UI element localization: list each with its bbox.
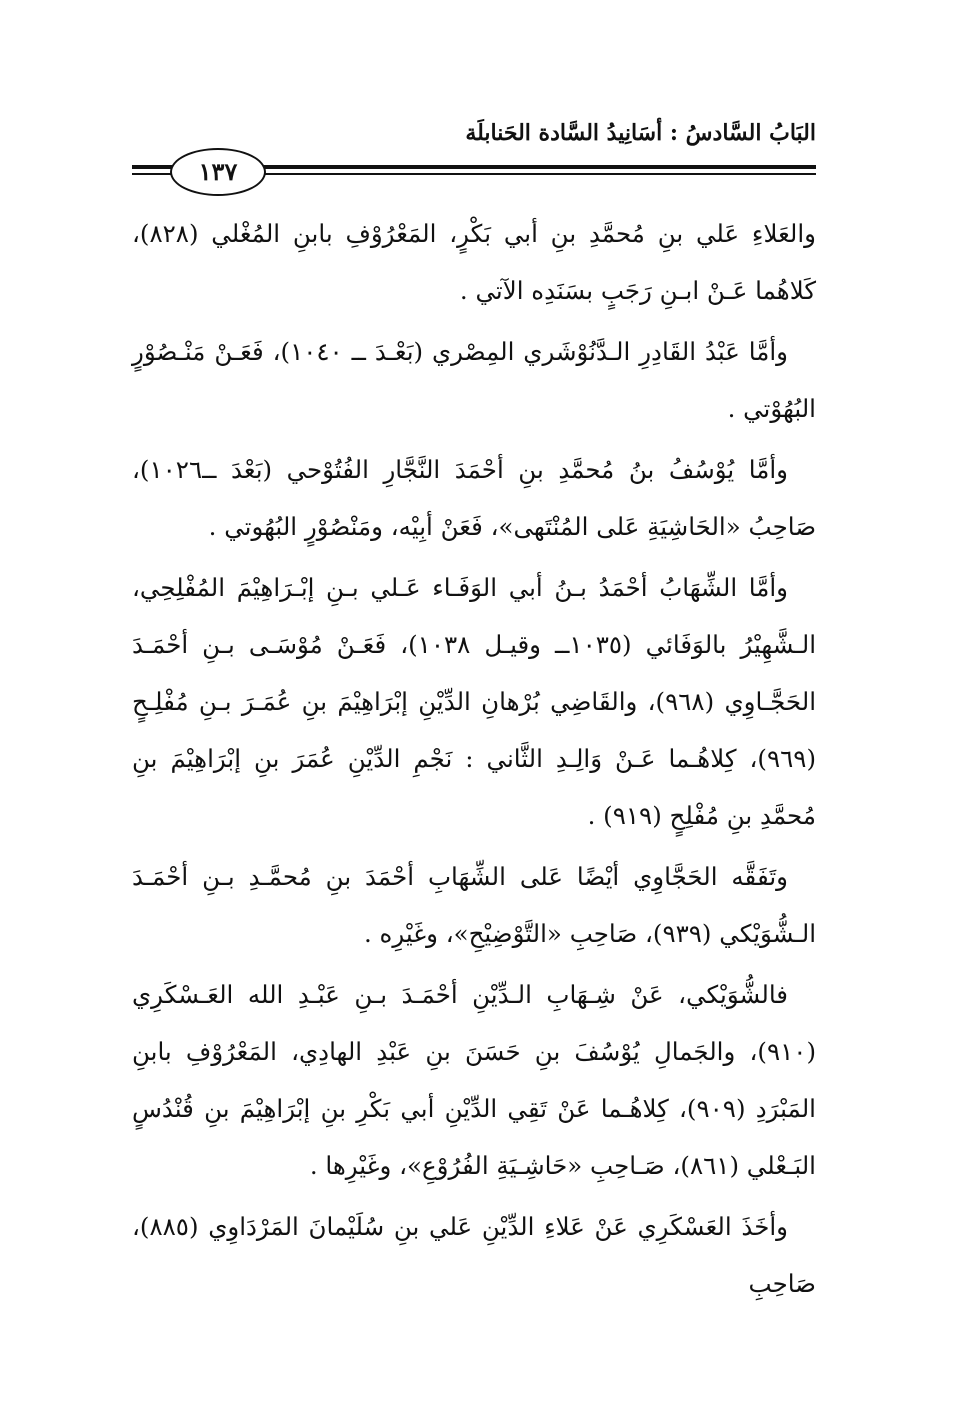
paragraph: وأمَّا الشِّهَابُ أحْمَدُ بـنُ أبي الوَفَـاء عَـلي بـنِ إبْـرَاهِيْمَ المُفْلِحِي، الـشَّهِيْرُ بالوَفَائي (١٠٣٥ــ وقيـل ١٠٣٨)، فَعَـنْ مُوْسَـى بـنِ أحْمَـدَ الحَجَّـاوِي (٩٦٨)، والقَاضِي بُرْهانِ الدِّيْنِ إبْرَاهِيْمَ بنِ عُمَـرَ بـنِ مُفْلِـحٍ (٩٦٩)، كِلاهُـما عَـنْ وَالِـدِ الثَّاني : نَجْمِ الدِّيْنِ عُمَرَ بنِ إبْرَاهِيْمَ بنِ مُحمَّدِ بنِ مُفْلِحٍ (٩١٩) . [132,573,817,830]
paragraph: والعَلاءِ عَلي بنِ مُحمَّدِ بنِ أبي بَكْرٍ، المَعْرُوْفِ بابنِ المُغْلي (٨٢٨)، كَلاهُما عَـنْ ابـنِ رَجَبٍ بسَنَدِه الآتي . [132,219,816,305]
paragraph: فالشُّوَيْكي، عَنْ شِـهَابِ الـدِّيْنِ أحْمَـدَ بـنِ عَبْـدِ الله العَـسْكَرِي (٩١٠)، والجَمالِ يُوْسُفَ بنِ حَسَنَ بنِ عَبْدِ الهادِي، المَعْرُوْفِ بابنِ المَبْرَدِ (٩٠٩)، كِلاهُـما عَنْ تَقِي الدِّيْنِ أبي بَكْرِ بنِ إبْرَاهِيْمَ بنِ قُنْدُسٍ البَـعْلي (٨٦١)، صَـاحِبِ «حَاشِـيَةِ الفُرُوْعِ»، وغَيْرِها . [132,980,816,1180]
paragraph: وأمَّا عَبْدُ القَادِرِ الـدَّنُوْشَري المِصْري (بَعْـدَ ــ ١٠٤٠)، فَعَـنْ مَنْـصُوْرٍ البُهُوْتي . [132,337,816,423]
paragraph: وتَفَقَّه الحَجَّاوِي أيْضًا عَلى الشِّهَابِ أحْمَدَ بنِ مُحمَّـدِ بـنِ أحْمَـدَ الـشُّوَيْكي (٩٣٩)، صَاحِبِ «التَّوْضِيْحِ»، وغَيْرِه . [132,862,816,948]
paragraph: وأخَذَ العَسْكَرِي عَنْ عَلاءِ الدِّيْنِ عَلي بنِ سُلَيْمانَ المَرْدَاوِي (٨٨٥)، صَاحِبِ [132,1212,816,1298]
body-text [132,205,816,1316]
page-number: ١٣٧ [170,148,266,196]
running-header: البَابُ السَّادسُ : أسَانِيدُ السَّادة الحَنابلَة [465,120,816,146]
paragraph: وأمَّا يُوْسُفُ بنُ مُحمَّدِ بنِ أحْمَدَ النَّجَّارِ الفُتُوْحي (بَعْدَ ــ١٠٢٦)، صَاحِبُ «الحَاشِيَةِ عَلى المُنْتَهى»، فَعَنْ أبِيْه، ومَنْصُوْرٍ البُهُوتي . [132,455,816,541]
